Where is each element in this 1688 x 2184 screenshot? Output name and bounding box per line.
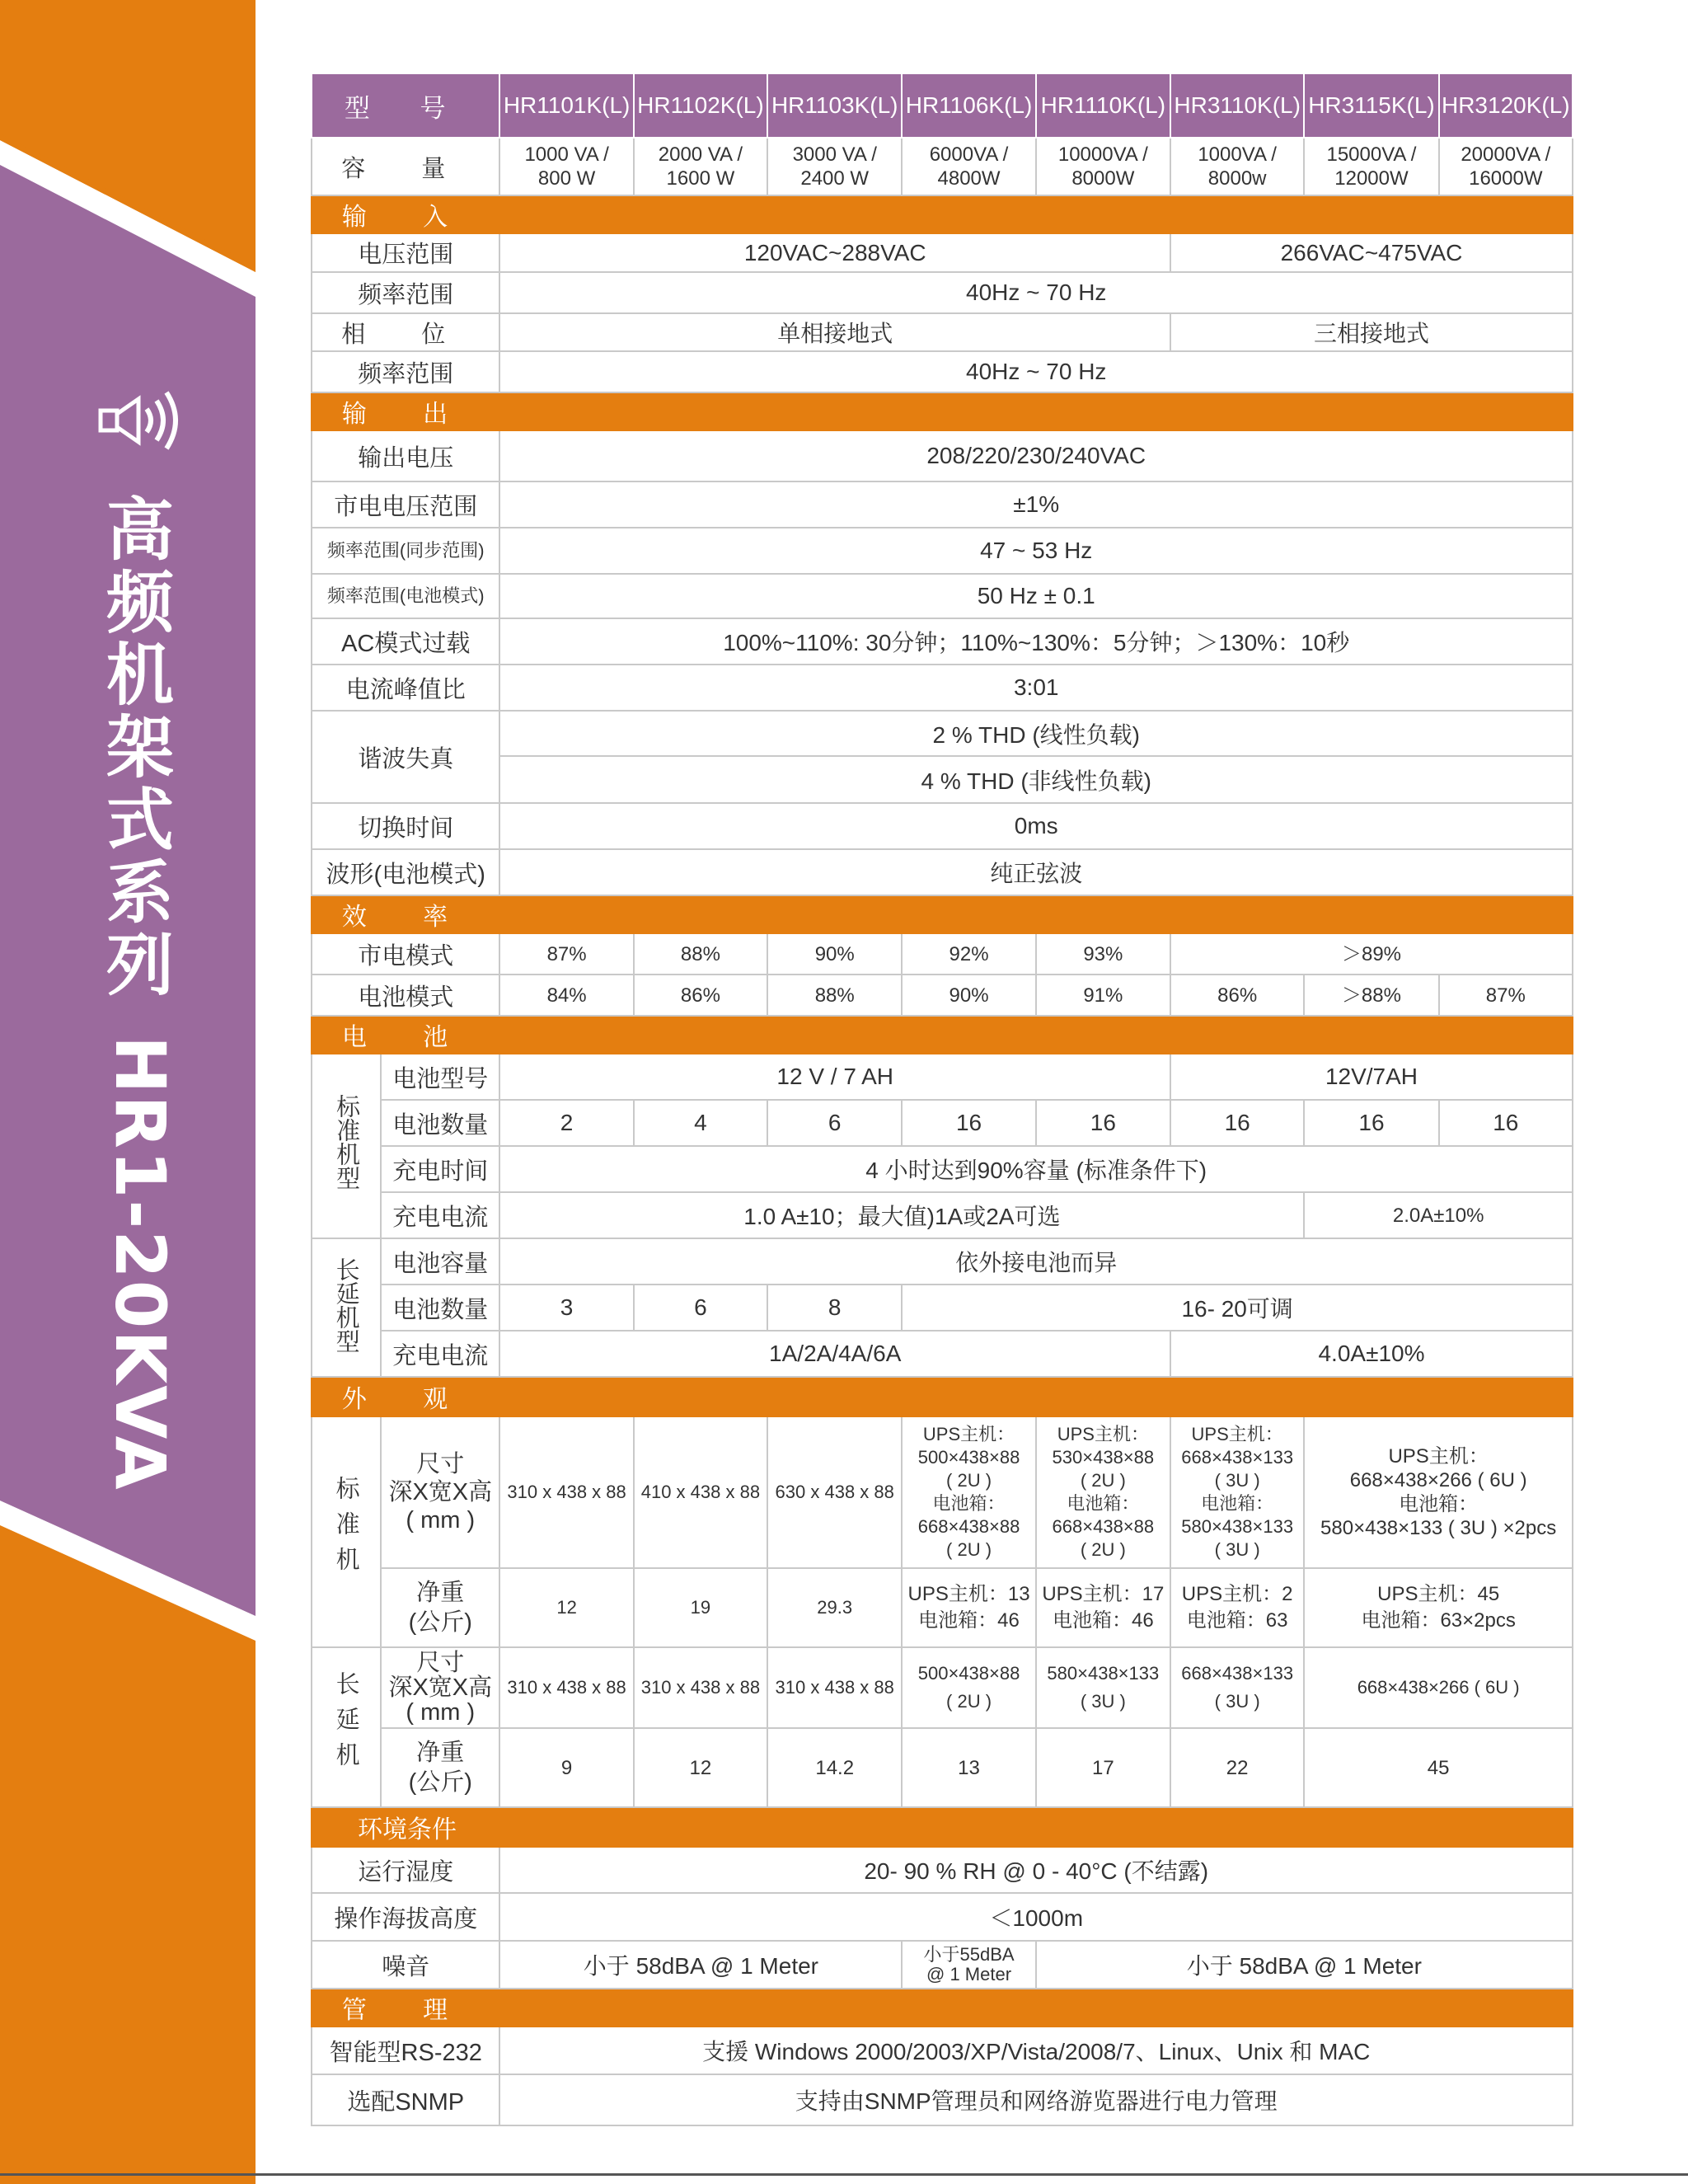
s5b: 530×438×88 <box>1052 1447 1155 1468</box>
side-title <box>99 491 181 1491</box>
env-humidity-label: 运行湿度 <box>312 1847 499 1893</box>
cap-4a: 6000VA / <box>929 143 1009 166</box>
app-std-size-6 <box>1170 1416 1304 1568</box>
batt-long-group <box>312 1238 381 1377</box>
env-noise-a: 小于 58dBA @ 1 Meter <box>499 1941 902 1989</box>
cap-1a: 1000 VA / <box>524 143 609 166</box>
capacity-cell <box>1439 138 1573 195</box>
cap-8a: 20000VA / <box>1461 143 1551 166</box>
output-freq-sync-value: 47 ~ 53 Hz <box>499 528 1573 574</box>
app-long-weight-6: 22 <box>1170 1728 1304 1807</box>
eff-batt-1: 84% <box>499 975 633 1016</box>
size-l3: ( mm ) <box>406 1507 476 1533</box>
mgmt-rs232-row <box>312 2027 1573 2074</box>
output-range-row <box>312 481 1573 528</box>
app-long-size-rest: 668×438×266 ( 6U ) <box>1304 1647 1573 1728</box>
output-waveform-value: 纯正弦波 <box>499 849 1573 895</box>
noise-b2: @ 1 Meter <box>926 1964 1012 1984</box>
capacity-cell <box>902 138 1035 195</box>
app-std-weight-rest <box>1304 1568 1573 1647</box>
app-std-size-row <box>312 1416 1573 1568</box>
s6e: 580×438×133 <box>1181 1516 1294 1537</box>
batt-charge-current-a: 1.0 A±10；最大值)1A或2A可选 <box>499 1192 1304 1238</box>
mgmt-rs232-label: 智能型RS-232 <box>312 2027 499 2074</box>
section-output-cell <box>312 392 1573 430</box>
app-std-weight-6 <box>1170 1568 1304 1647</box>
side-banner <box>0 0 264 2184</box>
output-transfer-row <box>312 803 1573 849</box>
header-row <box>312 73 1573 138</box>
section-input-cell <box>312 195 1573 233</box>
app-std-group <box>312 1416 381 1647</box>
eff-batt-2: 86% <box>634 975 767 1016</box>
w7b: 电池箱：63×2pcs <box>1361 1609 1516 1632</box>
s6a: UPS主机： <box>1191 1424 1283 1444</box>
section-output <box>312 392 1573 430</box>
section-appearance-title: 外 观 <box>341 1386 473 1413</box>
env-altitude-row <box>312 1893 1573 1941</box>
model-3: HR1103K(L) <box>767 73 902 138</box>
section-appearance <box>312 1377 1573 1416</box>
eff-mains-4: 92% <box>902 933 1035 975</box>
capacity-cell <box>634 138 767 195</box>
app-long-weight-5: 17 <box>1036 1728 1170 1807</box>
output-crest-row <box>312 665 1573 711</box>
output-thd-row <box>312 711 1573 756</box>
output-transfer-value: 0ms <box>499 803 1573 849</box>
s6c: ( 3U ) <box>1214 1470 1260 1491</box>
model-2: HR1102K(L) <box>634 73 767 138</box>
section-management-cell <box>312 1989 1573 2027</box>
megaphone-icon <box>97 381 188 455</box>
batt-type-a: 12 V / 7 AH <box>499 1054 1170 1100</box>
batt-long-current-label: 充电电流 <box>381 1331 499 1377</box>
cap-3b: 2400 W <box>800 167 870 190</box>
mgmt-rs232-value: 支援 Windows 2000/2003/XP/Vista/2008/7、Linux、Unix 和 MAC <box>499 2027 1573 2074</box>
section-battery-cell <box>312 1016 1573 1054</box>
output-freq-batt-label: 频率范围(电池模式) <box>312 574 499 618</box>
cap-5b: 8000W <box>1071 167 1135 190</box>
w-l1: 净重 <box>416 1580 465 1606</box>
output-waveform-row <box>312 849 1573 895</box>
batt-count-3: 6 <box>767 1100 902 1146</box>
batt-long-count-2: 6 <box>634 1285 767 1331</box>
batt-long-count-1: 3 <box>499 1285 633 1331</box>
output-waveform-label: 波形(电池模式) <box>312 849 499 895</box>
s7c: 电池箱： <box>1399 1493 1479 1515</box>
noise-b1: 小于55dBA <box>923 1944 1015 1965</box>
w-l2: (公斤) <box>408 1609 472 1636</box>
app-long-group <box>312 1647 381 1807</box>
batt-count-6: 16 <box>1170 1100 1304 1146</box>
cap-1b: 800 W <box>537 167 596 190</box>
app-size-label <box>381 1416 499 1568</box>
size-l1: 尺寸 <box>416 1451 465 1477</box>
output-voltage-value: 208/220/230/240VAC <box>499 430 1573 481</box>
capacity-cell <box>1304 138 1438 195</box>
cap-7a: 15000VA / <box>1326 143 1417 166</box>
output-freq-sync-row <box>312 528 1573 574</box>
app-long-weight-4: 13 <box>902 1728 1035 1807</box>
w4a: UPS主机：13 <box>907 1583 1030 1605</box>
cap-4b: 4800W <box>937 167 1001 190</box>
app-long-group-label: 长延机 <box>332 1671 359 1778</box>
batt-long-current-a: 1A/2A/4A/6A <box>499 1331 1170 1377</box>
output-thd-nonlinear: 4 % THD (非线性负载) <box>499 756 1573 803</box>
eff-battery-row <box>312 975 1573 1016</box>
batt-count-label: 电池数量 <box>381 1100 499 1146</box>
output-thd-linear: 2 % THD (线性负载) <box>499 711 1573 756</box>
w7a: UPS主机：45 <box>1377 1583 1500 1605</box>
lw-l1: 净重 <box>416 1740 465 1766</box>
w6b: 电池箱：63 <box>1186 1609 1288 1632</box>
batt-count-2: 4 <box>634 1100 767 1146</box>
s5f: ( 2U ) <box>1080 1539 1126 1560</box>
model-label: 型 号 <box>312 73 499 138</box>
l5b: ( 3U ) <box>1080 1691 1126 1712</box>
section-efficiency <box>312 895 1573 933</box>
section-output-title: 输 出 <box>341 401 473 428</box>
s6f: ( 3U ) <box>1214 1539 1260 1560</box>
app-long-weight-3: 14.2 <box>767 1728 902 1807</box>
s4d: 电池箱： <box>932 1493 1006 1514</box>
batt-count-row <box>312 1100 1573 1146</box>
lw-l2: (公斤) <box>408 1769 472 1796</box>
s7a: UPS主机： <box>1388 1445 1489 1468</box>
capacity-cell <box>1170 138 1304 195</box>
app-std-size-3: 630 x 438 x 88 <box>767 1416 902 1568</box>
output-freq-sync-label: 频率范围(同步范围) <box>312 528 499 574</box>
batt-charge-time-row <box>312 1146 1573 1192</box>
app-long-size-1: 310 x 438 x 88 <box>499 1647 633 1728</box>
batt-std-group <box>312 1054 381 1238</box>
batt-long-count-row <box>312 1285 1573 1331</box>
section-input-title: 输 入 <box>341 204 473 231</box>
bottom-divider <box>0 2173 1688 2176</box>
section-management-title: 管 理 <box>341 1997 473 2024</box>
output-voltage-row <box>312 430 1573 481</box>
output-overload-value: 100%~110%: 30分钟；110%~130%：5分钟；＞130%：10秒 <box>499 618 1573 665</box>
side-title-en: HR1-20KVA <box>100 1036 181 1491</box>
cap-2b: 1600 W <box>666 167 735 190</box>
section-appearance-cell <box>312 1377 1573 1416</box>
eff-batt-8: 87% <box>1439 975 1573 1016</box>
input-voltage-b: 266VAC~475VAC <box>1170 233 1573 272</box>
batt-charge-current-label: 充电电流 <box>381 1192 499 1238</box>
side-title-zh: 高频机架式系列 <box>106 491 174 1005</box>
app-std-size-1: 310 x 438 x 88 <box>499 1416 633 1568</box>
batt-count-7: 16 <box>1304 1100 1438 1146</box>
app-long-weight-1: 9 <box>499 1728 633 1807</box>
lsize-l1: 尺寸 <box>416 1650 465 1676</box>
eff-mains-1: 87% <box>499 933 633 975</box>
app-std-weight-row <box>312 1568 1573 1647</box>
app-std-size-5 <box>1036 1416 1170 1568</box>
batt-count-4: 16 <box>902 1100 1035 1146</box>
app-std-group-label: 标准机 <box>332 1476 359 1582</box>
lsize-l3: ( mm ) <box>406 1699 476 1726</box>
l4b: ( 2U ) <box>946 1691 992 1712</box>
output-overload-row <box>312 618 1573 665</box>
eff-batt-5: 91% <box>1036 975 1170 1016</box>
section-efficiency-title: 效 率 <box>341 904 473 931</box>
section-environment <box>312 1807 1573 1847</box>
input-phase-b: 三相接地式 <box>1170 313 1573 351</box>
env-humidity-row <box>312 1847 1573 1893</box>
section-efficiency-cell <box>312 895 1573 933</box>
output-range-value: ±1% <box>499 481 1573 528</box>
w5a: UPS主机：17 <box>1042 1583 1165 1605</box>
batt-long-count-label: 电池数量 <box>381 1285 499 1331</box>
cap-3a: 3000 VA / <box>792 143 877 166</box>
batt-long-count-3: 8 <box>767 1285 902 1331</box>
s5c: ( 2U ) <box>1080 1470 1126 1491</box>
app-long-weight-label <box>381 1728 499 1807</box>
w4b: 电池箱：46 <box>918 1609 1020 1632</box>
output-freq-batt-value: 50 Hz ± 0.1 <box>499 574 1573 618</box>
w6a: UPS主机：2 <box>1181 1583 1293 1605</box>
s5d: 电池箱： <box>1067 1493 1140 1514</box>
output-crest-label: 电流峰值比 <box>312 665 499 711</box>
app-long-size-label <box>381 1647 499 1728</box>
s4a: UPS主机： <box>922 1424 1015 1444</box>
eff-mains-2: 88% <box>634 933 767 975</box>
section-battery <box>312 1016 1573 1054</box>
section-environment-title: 环境条件 <box>358 1816 457 1843</box>
mgmt-snmp-label: 选配SNMP <box>312 2074 499 2125</box>
app-long-weight-2: 12 <box>634 1728 767 1807</box>
capacity-row <box>312 138 1573 195</box>
batt-long-capacity-row <box>312 1238 1573 1285</box>
env-humidity-value: 20- 90 % RH @ 0 - 40°C (不结露) <box>499 1847 1573 1893</box>
input-freq-row <box>312 272 1573 313</box>
section-environment-cell <box>312 1807 1573 1847</box>
eff-battery-label: 电池模式 <box>312 975 499 1016</box>
app-std-weight-3: 29.3 <box>767 1568 902 1647</box>
app-std-weight-1: 12 <box>499 1568 633 1647</box>
l6b: ( 3U ) <box>1214 1691 1260 1712</box>
eff-batt-4: 90% <box>902 975 1035 1016</box>
s4e: 668×438×88 <box>917 1516 1020 1537</box>
app-long-size-2: 310 x 438 x 88 <box>634 1647 767 1728</box>
spec-table <box>311 73 1573 2126</box>
app-long-size-6 <box>1170 1647 1304 1728</box>
model-4: HR1106K(L) <box>902 73 1035 138</box>
s6d: 电池箱： <box>1201 1493 1274 1514</box>
size-l2: 深X宽X高 <box>388 1479 493 1505</box>
batt-charge-current-b: 2.0A±10% <box>1304 1192 1573 1238</box>
input-voltage-label: 电压范围 <box>312 233 499 272</box>
batt-charge-time-label: 充电时间 <box>381 1146 499 1192</box>
app-weight-label <box>381 1568 499 1647</box>
input-phase-row <box>312 313 1573 351</box>
capacity-label: 容 量 <box>312 138 499 195</box>
batt-count-1: 2 <box>499 1100 633 1146</box>
model-8: HR3120K(L) <box>1439 73 1573 138</box>
s5a: UPS主机： <box>1057 1424 1149 1444</box>
input-freq-value: 40Hz ~ 70 Hz <box>499 272 1573 313</box>
eff-mains-row <box>312 933 1573 975</box>
batt-long-current-row <box>312 1331 1573 1377</box>
app-std-size-4 <box>902 1416 1035 1568</box>
app-long-weight-rest: 45 <box>1304 1728 1573 1807</box>
model-7: HR3115K(L) <box>1304 73 1438 138</box>
batt-long-current-b: 4.0A±10% <box>1170 1331 1573 1377</box>
output-freq-batt-row <box>312 574 1573 618</box>
s4c: ( 2U ) <box>946 1470 992 1491</box>
eff-batt-6: 86% <box>1170 975 1304 1016</box>
section-battery-title: 电 池 <box>341 1024 473 1051</box>
s6b: 668×438×133 <box>1181 1447 1294 1468</box>
batt-charge-current-row <box>312 1192 1573 1238</box>
l4a: 500×438×88 <box>917 1663 1020 1684</box>
eff-batt-7: ＞88% <box>1304 975 1438 1016</box>
batt-long-count-rest: 16- 20可调 <box>902 1285 1573 1331</box>
cap-6b: 8000w <box>1207 167 1267 190</box>
cap-8b: 16000W <box>1469 167 1543 190</box>
output-range-label: 市电电压范围 <box>312 481 499 528</box>
app-long-size-5 <box>1036 1647 1170 1728</box>
batt-type-b: 12V/7AH <box>1170 1054 1573 1100</box>
cap-2a: 2000 VA / <box>658 143 743 166</box>
capacity-cell <box>767 138 902 195</box>
app-long-size-4 <box>902 1647 1035 1728</box>
w5b: 电池箱：46 <box>1052 1609 1154 1632</box>
env-noise-label: 噪音 <box>312 1941 499 1989</box>
model-6: HR3110K(L) <box>1170 73 1304 138</box>
model-5: HR1110K(L) <box>1036 73 1170 138</box>
cap-7b: 12000W <box>1334 167 1409 190</box>
batt-count-5: 16 <box>1036 1100 1170 1146</box>
output-voltage-label: 输出电压 <box>312 430 499 481</box>
batt-std-group-label: 标准机型 <box>333 1093 360 1190</box>
output-thd-row2 <box>312 756 1573 803</box>
output-thd-label: 谐波失真 <box>312 711 499 803</box>
section-input <box>312 195 1573 233</box>
app-std-size-rest <box>1304 1416 1573 1568</box>
capacity-cell <box>499 138 633 195</box>
capacity-cell <box>1036 138 1170 195</box>
s4f: ( 2U ) <box>946 1539 992 1560</box>
input-voltage-row <box>312 233 1573 272</box>
app-std-weight-5 <box>1036 1568 1170 1647</box>
batt-long-group-label: 长延机型 <box>332 1256 359 1353</box>
lsize-l2: 深X宽X高 <box>388 1674 493 1701</box>
batt-type-label: 电池型号 <box>381 1054 499 1100</box>
mgmt-snmp-value: 支持由SNMP管理员和网络游览器进行电力管理 <box>499 2074 1573 2125</box>
s7b: 668×438×266 ( 6U ) <box>1349 1469 1527 1491</box>
batt-count-8: 16 <box>1439 1100 1573 1146</box>
input-freq2-row <box>312 351 1573 392</box>
s7d: 580×438×133 ( 3U ) ×2pcs <box>1320 1517 1557 1539</box>
app-std-weight-2: 19 <box>634 1568 767 1647</box>
batt-charge-time-value: 4 小时达到90%容量 (标准条件下) <box>499 1146 1573 1192</box>
batt-long-capacity-value: 依外接电池而异 <box>499 1238 1573 1285</box>
eff-mains-label: 市电模式 <box>312 933 499 975</box>
app-long-size-row <box>312 1647 1573 1728</box>
batt-type-row <box>312 1054 1573 1100</box>
eff-mains-5: 93% <box>1036 933 1170 975</box>
env-noise-b <box>902 1941 1035 1989</box>
env-altitude-value: ＜1000m <box>499 1893 1573 1941</box>
cap-5a: 10000VA / <box>1057 143 1148 166</box>
s5e: 668×438×88 <box>1052 1516 1155 1537</box>
s4b: 500×438×88 <box>917 1447 1020 1468</box>
output-overload-label: AC模式过载 <box>312 618 499 665</box>
batt-long-capacity-label: 电池容量 <box>381 1238 499 1285</box>
app-long-weight-row <box>312 1728 1573 1807</box>
section-management <box>312 1989 1573 2027</box>
input-phase-a: 单相接地式 <box>499 313 1170 351</box>
app-std-weight-4 <box>902 1568 1035 1647</box>
eff-mains-3: 90% <box>767 933 902 975</box>
input-freq2-label: 频率范围 <box>312 351 499 392</box>
mgmt-snmp-row <box>312 2074 1573 2125</box>
app-long-size-3: 310 x 438 x 88 <box>767 1647 902 1728</box>
env-noise-row <box>312 1941 1573 1989</box>
cap-6a: 1000VA / <box>1198 143 1277 166</box>
input-freq-label: 频率范围 <box>312 272 499 313</box>
l5a: 580×438×133 <box>1047 1663 1160 1684</box>
output-crest-value: 3:01 <box>499 665 1573 711</box>
env-noise-c: 小于 58dBA @ 1 Meter <box>1036 1941 1573 1989</box>
env-altitude-label: 操作海拔高度 <box>312 1893 499 1941</box>
input-freq2-value: 40Hz ~ 70 Hz <box>499 351 1573 392</box>
input-voltage-a: 120VAC~288VAC <box>499 233 1170 272</box>
model-1: HR1101K(L) <box>499 73 633 138</box>
input-phase-label: 相 位 <box>312 313 499 351</box>
eff-batt-3: 88% <box>767 975 902 1016</box>
eff-mains-rest: ＞89% <box>1170 933 1573 975</box>
output-transfer-label: 切换时间 <box>312 803 499 849</box>
l6a: 668×438×133 <box>1181 1663 1294 1684</box>
app-std-size-2: 410 x 438 x 88 <box>634 1416 767 1568</box>
